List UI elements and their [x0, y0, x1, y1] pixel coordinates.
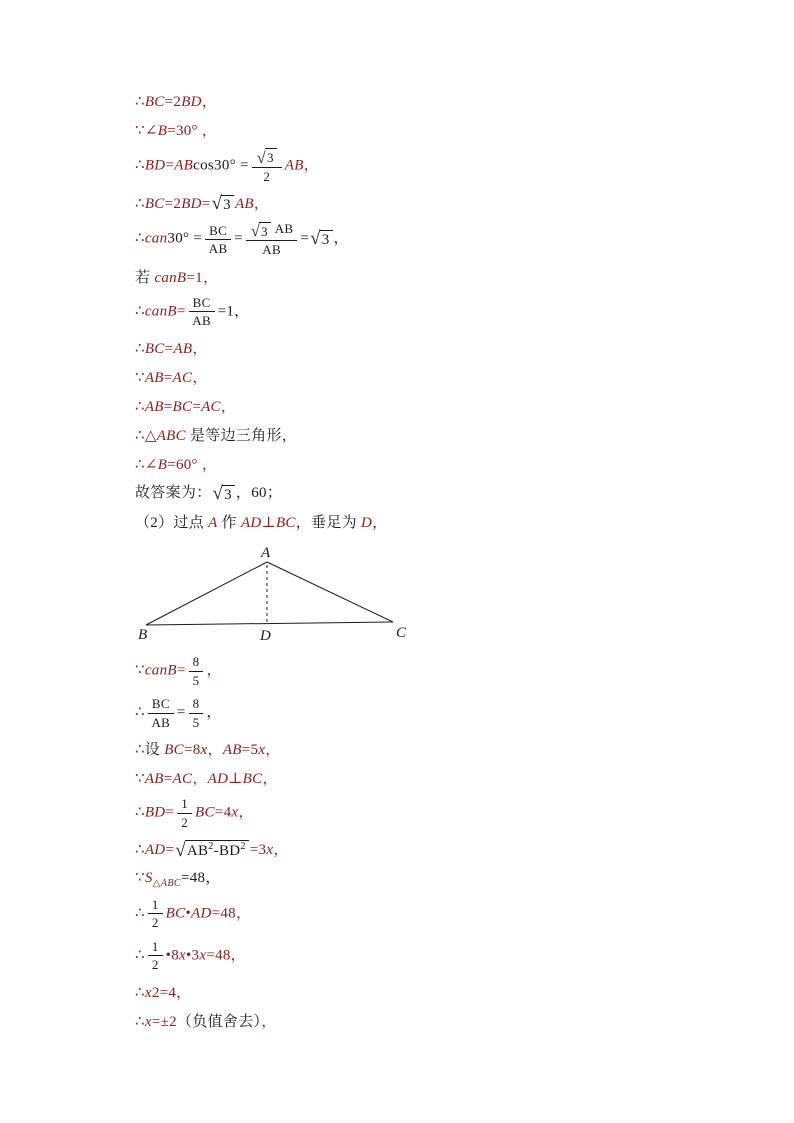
math-text: = [300, 231, 310, 248]
math-text: ， [253, 195, 270, 212]
formula-line-content [135, 291, 249, 333]
math-text: BC [144, 94, 165, 110]
math-text: 作 [217, 515, 241, 531]
math-text: = [163, 771, 173, 788]
math-text: 30° [167, 231, 194, 248]
square-root [251, 222, 271, 240]
formula-line [135, 1006, 615, 1035]
math-text: - [213, 843, 219, 860]
formula-line [135, 217, 615, 261]
math-text: AB [208, 241, 228, 257]
math-text: 3 [321, 232, 330, 249]
math-text: canB [144, 662, 177, 679]
formula-line [135, 692, 615, 734]
formula-line-content [135, 650, 222, 692]
math-text: = [165, 841, 175, 858]
fraction-numerator [177, 796, 192, 814]
math-text: B [157, 457, 168, 473]
formula-line [135, 262, 615, 291]
math-text: ∴ [135, 947, 145, 964]
radical-sign: √ [212, 482, 224, 504]
formula-line-content [135, 217, 349, 261]
math-text: ， [303, 157, 320, 174]
math-text: 5 [192, 714, 200, 730]
math-text: AD [207, 771, 229, 788]
radicand [222, 485, 235, 504]
math-text: = [193, 231, 203, 248]
math-text: AB [144, 399, 164, 415]
math-text: ∴ [135, 742, 145, 759]
math-text: 2 [151, 915, 159, 931]
formula-line-content [135, 481, 282, 503]
formula-line-content [135, 511, 387, 532]
math-text: D [361, 515, 373, 531]
math-text: 2 [151, 957, 159, 973]
math-text: BC [242, 771, 263, 788]
math-text: AB [234, 195, 254, 212]
math-text: x [200, 742, 208, 759]
formula-line-content [135, 738, 281, 759]
fraction [246, 221, 298, 257]
math-text: AB [222, 742, 242, 759]
formula-line [135, 115, 615, 144]
vertex-label-a: A [261, 545, 271, 561]
math-text: can [144, 231, 168, 248]
math-text: =4 [214, 804, 232, 821]
formula-line [135, 449, 615, 478]
formula-line-content [135, 866, 221, 889]
math-text: ∴ [135, 341, 145, 357]
math-text: ∴ [135, 195, 145, 212]
fraction-numerator [189, 654, 204, 672]
math-text: = [192, 399, 202, 415]
math-text: AB [186, 843, 209, 860]
math-text: ∴ [135, 704, 145, 721]
math-text: 1 [181, 796, 189, 812]
math-text: x [266, 841, 274, 858]
math-text: 5 [192, 672, 200, 688]
math-text: 设 [144, 742, 165, 759]
math-text: ∴ [135, 399, 145, 415]
square-root [212, 482, 235, 504]
math-text: ∴ [135, 984, 145, 1001]
formula-line [135, 763, 615, 792]
math-text: = [176, 704, 186, 721]
fraction-denominator [181, 814, 188, 831]
math-text: ， [207, 742, 223, 759]
math-text: AC [172, 771, 193, 788]
formula-line [135, 188, 615, 217]
formula-line [135, 391, 615, 420]
math-text: BC [209, 222, 228, 238]
math-text: =2 [164, 195, 182, 212]
math-text: x [258, 742, 266, 759]
formula-line [135, 935, 615, 977]
formula-line [135, 835, 615, 864]
math-text: AB [144, 771, 164, 788]
math-text: BC [151, 696, 170, 712]
math-text: AC [172, 370, 193, 386]
fraction-denominator [262, 241, 281, 258]
formula-line-content [135, 192, 269, 214]
math-text: ⊥ [228, 771, 243, 788]
math-text: ∵ [135, 370, 145, 386]
math-text: ， [333, 231, 349, 248]
fraction-numerator [148, 939, 163, 957]
formula-line [135, 86, 615, 115]
vertex-label-b: B [138, 627, 148, 642]
math-text: 1 [151, 896, 159, 912]
square-root [257, 148, 277, 166]
math-text: BC [165, 905, 186, 922]
fraction-numerator [205, 223, 231, 241]
math-text: ， [192, 771, 208, 788]
math-text: B [157, 123, 168, 139]
fraction [252, 148, 282, 184]
triangle-side-bc [146, 622, 393, 625]
formula-line [135, 734, 615, 763]
radicand [259, 222, 271, 240]
math-text: ， [261, 1013, 277, 1030]
fraction [148, 696, 174, 730]
radical-sign: √ [211, 193, 223, 215]
math-text: ， [206, 662, 222, 679]
math-text: ∵∠ [135, 123, 158, 139]
math-text: x [144, 984, 152, 1001]
vertex-label-d: D [260, 628, 271, 642]
math-text: AB [284, 157, 304, 174]
math-text: 3 [224, 486, 232, 503]
math-text: canB [154, 269, 187, 286]
math-text: BC [172, 399, 193, 415]
math-text: AC [201, 399, 221, 415]
math-text: ∴∠ [135, 457, 158, 473]
math-text: △ [152, 878, 161, 890]
math-text: cos30° [193, 157, 240, 174]
math-text: x [144, 1013, 152, 1030]
math-text: ABC [160, 878, 181, 890]
fraction [148, 939, 163, 973]
math-text: =60° [167, 457, 202, 473]
math-text: 3 [261, 223, 268, 239]
math-text: =48， [211, 905, 252, 922]
fraction-numerator [189, 295, 215, 313]
math-text: ， [220, 399, 237, 415]
math-text: AB [144, 370, 164, 386]
math-text: AB [151, 714, 171, 730]
formula-line-content [135, 767, 278, 788]
fraction-denominator [193, 714, 200, 731]
math-text: ∴ [135, 804, 145, 821]
formula-line-content [135, 893, 251, 935]
math-text: = [163, 370, 173, 386]
math-text: = [201, 195, 211, 212]
math-text: 3 [266, 150, 274, 166]
math-text: x [199, 947, 207, 964]
math-text: 故答案为： [135, 485, 212, 502]
math-text: ∴ [135, 231, 145, 248]
formula-line-content [135, 337, 208, 358]
square-root [212, 195, 234, 214]
formula-line-content [135, 395, 236, 416]
math-text: 若 [135, 269, 155, 286]
fraction-numerator [148, 696, 174, 714]
formula-line-content [135, 935, 246, 977]
math-text: ∴△ [135, 428, 157, 444]
math-text: =±2 [151, 1013, 177, 1030]
math-text: AB [192, 313, 211, 329]
formula-line [135, 333, 615, 362]
math-text: 8 [192, 654, 200, 669]
formula-line-content [135, 366, 208, 387]
math-text: AD [191, 905, 212, 922]
formula-line-content [135, 119, 217, 140]
radical-sign: √ [256, 148, 266, 167]
fraction-denominator [152, 914, 159, 931]
math-text: ∴ [135, 94, 145, 110]
math-text: AD [240, 515, 262, 531]
math-text: ， [206, 704, 222, 721]
math-text: ABC [156, 428, 186, 444]
formula-line-content [135, 144, 319, 188]
formula-line-content [135, 266, 218, 287]
triangle-side-ba [146, 562, 267, 625]
math-text: =48， [206, 947, 246, 964]
formula-line-content [135, 424, 297, 445]
formula-line [135, 864, 615, 893]
fraction-denominator [193, 672, 200, 689]
fraction-numerator [246, 221, 298, 241]
solution-lines-part1 [135, 86, 615, 536]
square-root [310, 230, 332, 249]
triangle-side-ac [267, 562, 393, 622]
math-text: ∴ [135, 841, 145, 858]
math-text: ， [201, 457, 218, 473]
radicand [320, 230, 333, 249]
math-text: ， [265, 742, 281, 759]
formula-line [135, 507, 615, 536]
math-text: •3 [185, 947, 200, 964]
radical-sign: √ [250, 221, 261, 240]
math-text: =48， [180, 870, 221, 887]
fraction [177, 796, 192, 830]
math-text: ∵ [135, 662, 145, 679]
triangle-diagram [137, 544, 417, 642]
math-text: • [185, 905, 191, 922]
math-text: AB [174, 157, 194, 174]
math-text: （负值舍去） [176, 1013, 262, 1030]
math-text: 3 [223, 196, 231, 213]
formula-line-content [135, 1010, 277, 1031]
math-text: A [208, 515, 218, 531]
math-text: BD [218, 843, 241, 860]
math-text: （2）过点 [135, 515, 209, 531]
radicand [265, 148, 277, 166]
math-text: 是等边三角形， [185, 428, 298, 444]
math-text: ，60； [235, 485, 283, 502]
math-text: =3 [249, 841, 267, 858]
fraction-numerator [252, 148, 282, 168]
math-text: canB [144, 303, 177, 320]
math-text: BD [181, 195, 202, 212]
math-text: ，垂足为 [295, 515, 362, 531]
math-text: ， [262, 771, 278, 788]
formula-line-content [135, 981, 191, 1002]
math-text: AB [262, 242, 281, 258]
fraction [148, 897, 163, 931]
math-text: BC [275, 515, 296, 531]
math-text: = [176, 662, 186, 679]
math-text: =30° [167, 123, 202, 139]
superscript [240, 841, 245, 852]
math-text: ∴ [135, 905, 145, 922]
math-text: = [163, 399, 173, 415]
math-text: BD [181, 94, 202, 110]
fraction-denominator [152, 956, 159, 973]
fraction-numerator [148, 897, 163, 915]
math-text: =1， [186, 269, 219, 286]
formula-line-content [135, 838, 289, 861]
math-text: BC [164, 742, 184, 759]
math-text: = [176, 303, 186, 320]
math-text: =2 [164, 94, 182, 110]
math-text: ， [192, 341, 208, 357]
vertex-label-c: C [396, 625, 407, 641]
fraction-denominator [151, 714, 170, 731]
math-text: BD [144, 804, 166, 821]
math-text: 2 [263, 168, 271, 184]
square-root [175, 840, 249, 860]
math-text: = [165, 804, 175, 821]
math-text: BC [144, 195, 165, 212]
math-text: ， [238, 804, 254, 821]
math-text: 2 [181, 814, 189, 830]
math-text: =5 [241, 742, 259, 759]
math-text: 1 [151, 938, 159, 954]
math-text: ⊥ [261, 515, 276, 531]
subscript [153, 878, 181, 889]
formula-line [135, 291, 615, 333]
fraction [189, 295, 215, 329]
math-text: 2 [240, 841, 246, 853]
math-text: •8 [165, 947, 180, 964]
math-text: S [144, 870, 153, 887]
fraction-denominator [209, 240, 228, 257]
fraction-denominator [192, 312, 211, 329]
math-text: BD [144, 157, 166, 174]
math-text: ， [201, 123, 218, 139]
fraction [189, 654, 204, 688]
math-text: = [164, 341, 174, 357]
fraction [205, 223, 231, 257]
radicand [221, 195, 234, 214]
math-text: = [234, 231, 243, 248]
math-text: 2 [208, 841, 214, 853]
math-text: x [231, 804, 239, 821]
formula-line [135, 977, 615, 1006]
formula-line [135, 420, 615, 449]
fraction-numerator [189, 696, 204, 714]
math-text: = [165, 157, 175, 174]
formula-line [135, 144, 615, 188]
math-text: AD [144, 841, 166, 858]
math-text: ∵ [135, 771, 145, 788]
formula-line [135, 650, 615, 692]
math-text: 2=4， [151, 984, 192, 1001]
formula-line-content [135, 692, 222, 734]
math-text: 8 [192, 696, 200, 712]
formula-line [135, 478, 615, 507]
math-text: = [240, 157, 249, 174]
math-text: ∵ [135, 870, 145, 887]
formula-line [135, 893, 615, 935]
math-text: x [179, 947, 186, 964]
math-text: BC [195, 804, 215, 821]
math-text: AB [271, 221, 294, 237]
math-text: ， [201, 94, 218, 110]
fraction-denominator [263, 168, 270, 185]
math-text: BC [192, 294, 211, 310]
radicand [185, 840, 249, 860]
math-text: ， [192, 370, 208, 386]
math-text: BC [144, 341, 165, 357]
math-text: ∴ [135, 157, 145, 174]
math-text: AB [173, 341, 193, 357]
formula-line-content [135, 792, 254, 834]
formula-line-content [135, 453, 217, 474]
solution-lines-part2 [135, 650, 615, 1035]
math-text: ∴ [135, 1013, 145, 1030]
math-text: =1， [217, 303, 250, 320]
math-text: ， [372, 515, 388, 531]
radical-sign: √ [175, 839, 186, 861]
radical-sign: √ [310, 228, 321, 250]
fraction [189, 696, 204, 730]
math-text: ∴ [135, 303, 145, 320]
formula-line [135, 362, 615, 391]
formula-line [135, 792, 615, 834]
math-text: ， [273, 841, 289, 858]
formula-line-content [135, 90, 217, 111]
math-text: =8 [183, 742, 201, 759]
